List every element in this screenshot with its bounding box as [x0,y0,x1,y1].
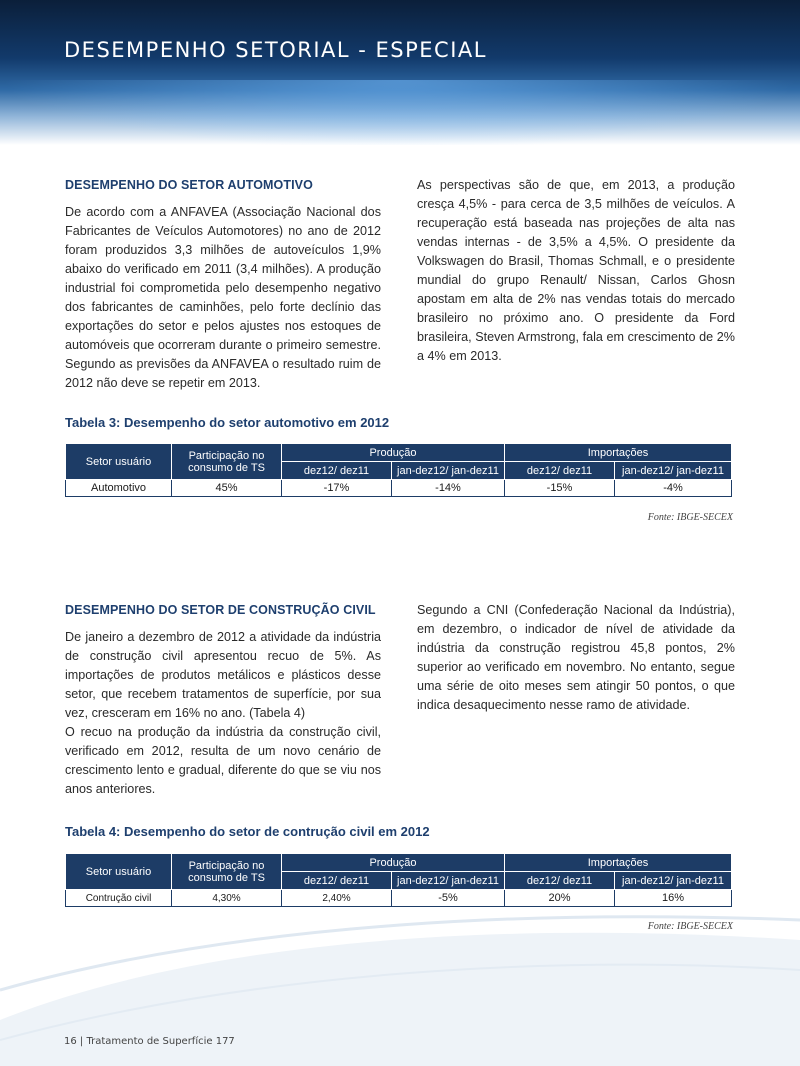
civil-left-column [65,601,381,799]
table4-header-importacoes: Importações [505,854,732,872]
table3-cell: -14% [392,480,505,497]
page-title: DESEMPENHO SETORIAL - ESPECIAL [64,38,487,62]
table3-subheader: jan-dez12/ jan-dez11 [392,462,505,480]
table4-cell: 4,30% [172,890,282,907]
table4-caption: Tabela 4: Desempenho do setor de contrução civil em 2012 [65,824,430,839]
table4-subheader: dez12/ dez11 [282,872,392,890]
table3-source: Fonte: IBGE-SECEX [647,512,733,523]
table4-subheader: jan-dez12/ jan-dez11 [392,872,505,890]
table4-subheader: jan-dez12/ jan-dez11 [615,872,732,890]
page-footer: 16 | Tratamento de Superfície 177 [64,1036,235,1047]
table4-source: Fonte: IBGE-SECEX [647,921,733,932]
table4-header-setor: Setor usuário [66,854,172,890]
table4-cell: 2,40% [282,890,392,907]
table3 [65,443,732,497]
table3-cell: -15% [505,480,615,497]
table3-cell: -4% [615,480,732,497]
civil-left-paragraph-1: De janeiro a dezembro de 2012 a atividade da indústria de construção civil apresentou recuo de 5%. As importações de produtos metálicos e plásticos desse setor, que recebem tratamentos de superfície, por sua vez, cresceram em 16% no ano. (Tabela 4) [65,630,381,720]
table-row [66,480,732,497]
page-header-banner [0,0,800,145]
table4-header-participacao: Participação no consumo de TS [172,854,282,890]
table3-subheader: jan-dez12/ jan-dez11 [615,462,732,480]
auto-left-column [65,176,381,393]
table3-cell: -17% [282,480,392,497]
table4-cell: 20% [505,890,615,907]
table3-header-importacoes: Importações [505,444,732,462]
table3-header-participacao: Participação no consumo de TS [172,444,282,480]
table4 [65,853,732,907]
table3-caption: Tabela 3: Desempenho do setor automotivo em 2012 [65,415,390,430]
table3-header-setor: Setor usuário [66,444,172,480]
civil-right-column [417,601,735,715]
table3-cell: 45% [172,480,282,497]
table3-subheader: dez12/ dez11 [505,462,615,480]
auto-left-paragraph: De acordo com a ANFAVEA (Associação Nacional dos Fabricantes de Veículos Automotores) no ano de 2012 foram produzidos 3,3 milhões de autoveículos 1,9% abaixo do verificado em 2011 (3,4 milhões). A produção industrial foi comprometida pelo desempenho negativo dos fabricantes de caminhões, pelo forte declínio das exportações do setor e pelos ajustes nos estoques de automóveis que ocorreram durante o primeiro semestre. Segundo as previsões da ANFAVEA o resultado ruim de 2012 não deve se repetir em 2013. [65,205,381,390]
table4-subheader: dez12/ dez11 [505,872,615,890]
table3-cell: Automotivo [66,480,172,497]
auto-right-paragraph: As perspectivas são de que, em 2013, a produção cresça 4,5% - para cerca de 3,5 milhões de veículos. A recuperação está baseada nas projeções de alta nas vendas internas - de 3,5% a 4,5%. O presidente da Volkswagen do Brasil, Thomas Schmall, e o presidente mundial do grupo Renault/ Nissan, Carlos Ghosn apostam em alta de 2% nas vendas totais do mercado brasileiro no próximo ano. O presidente da Ford brasileira, Steven Armstrong, fala em crescimento de 2% a 4% em 2013. [417,178,735,363]
auto-section-title: DESEMPENHO DO SETOR AUTOMOTIVO [65,178,313,192]
table3-header-producao: Produção [282,444,505,462]
table4-cell: -5% [392,890,505,907]
table3-subheader: dez12/ dez11 [282,462,392,480]
table4-cell: 16% [615,890,732,907]
table4-header-producao: Produção [282,854,505,872]
auto-right-column [417,176,735,366]
civil-left-paragraph-2: O recuo na produção da indústria da construção civil, verificado em 2012, resulta de um novo cenário de crescimento lento e gradual, diferente do que se viu nos anos anteriores. [65,725,381,796]
table4-cell: Contrução civil [66,890,172,907]
civil-right-paragraph: Segundo a CNI (Confederação Nacional da Indústria), em dezembro, o indicador de nível de atividade da indústria da construção registrou 45,8 pontos, 2% superior ao verificado em novembro. No entanto, segue uma série de oito meses sem atingir 50 pontos, o que indica desaquecimento nesse ramo de atividade. [417,603,735,712]
civil-section-title: DESEMPENHO DO SETOR DE CONSTRUÇÃO CIVIL [65,603,376,617]
